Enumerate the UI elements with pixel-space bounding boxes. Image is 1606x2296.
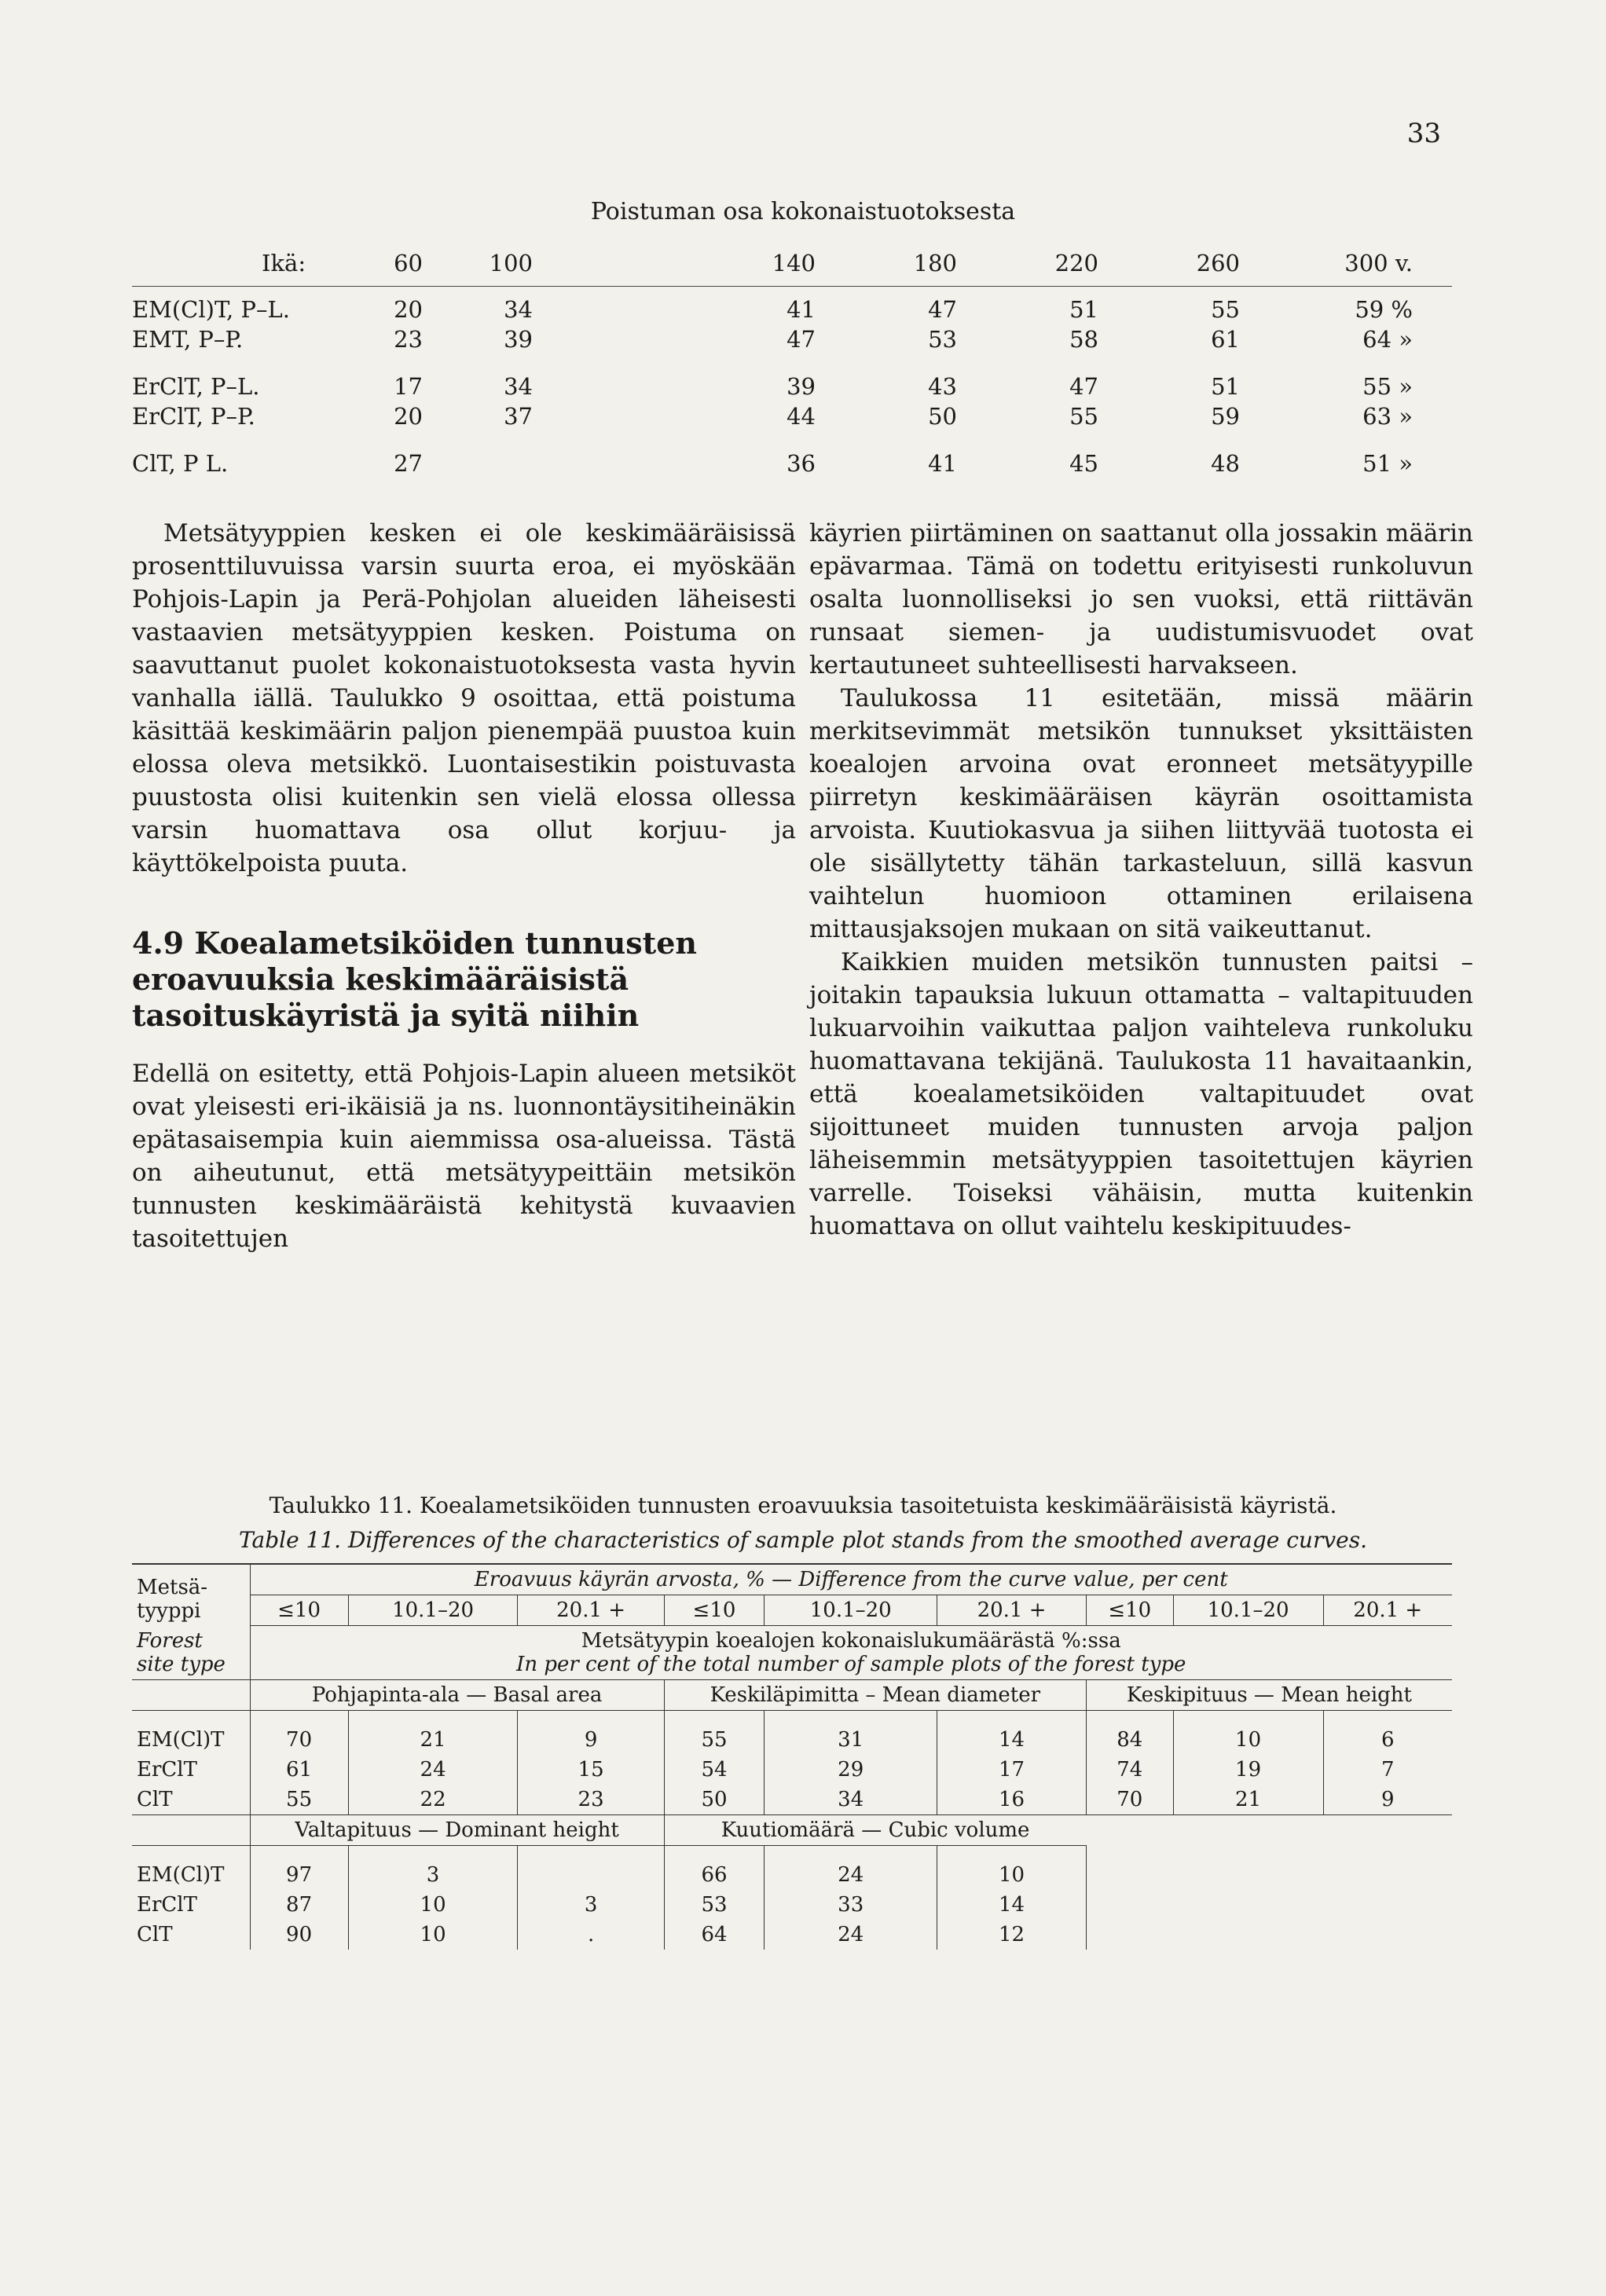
age-cell: 300 v. [1344, 250, 1413, 276]
table-row: ErClT, P–L. 17 34 39 43 47 51 55 » [132, 373, 1413, 400]
type-label-en: Forest site type [132, 1626, 250, 1680]
top-table-caption: Poistuman osa kokonaistuotoksesta [590, 198, 1016, 225]
table-row: EM(Cl)T 97 3 66 24 10 [132, 1860, 1452, 1890]
paragraph: Taulukossa 11 esitetään, missä määrin merkitsevimmät metsikön tunnukset yksittäisten koealojen arvoina ovat eronneet metsätyypille piirretyn keskimääräisen käyrän osoittamista arvoista. Kuutiokasvua ja siihen liittyvää tuotosta ei ole sisällytetty tähän tarkasteluun, sillä kasvun vaihtelun huomioon ottaminen erilaisena mittausjaksojen mukaan on sitä vaikeuttanut. [809, 684, 1473, 943]
table-row: ClT 90 10 . 64 24 12 [132, 1920, 1452, 1950]
age-label: Ikä: [262, 250, 306, 276]
left-column [132, 517, 796, 1255]
paragraph: Edellä on esitetty, että Pohjois-Lapin alueen metsiköt ovat yleisesti eri-ikäisiä ja ns. luonnontäysitiheinäkin epätasaisempia kuin aiemmissa osa-alueissa. Tästä on aiheutunut, että metsätyypeittäin metsikön tunnusten keskimääräistä kehitystä kuvaavien tasoitettujen [132, 1060, 796, 1253]
divider [132, 286, 1452, 287]
age-row [132, 250, 1452, 280]
type-label: Metsä- tyyppi [132, 1564, 250, 1626]
paragraph: käyrien piirtäminen on saattanut olla jossakin määrin epävarmaa. Tämä on todettu erityisesti runkoluvun osalta luonnolliseksi jo sen vuoksi, että riittävän runsaat siemen- ja uudistumisvuodet ovat kertautuneet suhteellisesti harvakseen. [809, 519, 1473, 679]
section-head: Valtapituus — Dominant height [250, 1815, 664, 1846]
table-row: ClT 55 22 23 50 34 16 70 21 9 [132, 1785, 1452, 1815]
paragraph: Kaikkien muiden metsikön tunnusten paitsi – joitakin tapauksia lukuun ottamatta – valtapituuden lukuarvoihin vaikuttaa paljon vaihteleva runkoluku huomattavana tekijänä. Taulukosta 11 havaitaankin, että koealametsiköiden valtapituudet ovat sijoittuneet muiden tunnusten arvoja paljon läheisemmin metsätyyppien tasoitettujen käyrien varrelle. Toiseksi vähäisin, mutta kuitenkin huomattava on ollut vaihtelu keskipituudes- [809, 948, 1473, 1240]
table11-caption-en: Table 11. Differences of the characteristics of sample plot stands from the smoothed average curves. [239, 1527, 1367, 1553]
age-cell: 140 [772, 250, 816, 276]
table-row: ErClT 87 10 3 53 33 14 [132, 1890, 1452, 1920]
page-number: 33 [1406, 118, 1441, 149]
age-cell: 260 [1196, 250, 1240, 276]
header-top: Eroavuus käyrän arvosta, % — Difference from the curve value, per cent [250, 1564, 1452, 1595]
section-head: Pohjapinta-ala — Basal area [250, 1680, 664, 1711]
top-table [132, 250, 1452, 480]
paragraph: Metsätyyppien kesken ei ole keskimääräisissä prosenttiluvuissa varsin suurta eroa, ei myöskään Pohjois-Lapin ja Perä-Pohjolan alueiden läheisesti vastaavien metsätyyppien kesken. Poistuma on saavuttanut puolet kokonaistuotoksesta vasta hyvin vanhalla iällä. Taulukko 9 osoittaa, että poistuma käsittää keskimäärin paljon pienempää puustoa kuin elossa oleva metsikkö. Luontaisestikin poistuvasta puustosta olisi kuitenkin sen vielä elossa ollessa varsin huomattava osa ollut korjuu- ja käyttökelpoista puuta. [132, 519, 796, 877]
section-head: Kuutiomäärä — Cubic volume [664, 1815, 1086, 1846]
table-row: EMT, P–P. 23 39 47 53 58 61 64 » [132, 326, 1413, 353]
section-heading: 4.9 Koealametsiköiden tunnusten eroavuuksia keskimääräisistä tasoituskäyristä ja syitä niihin [132, 925, 698, 1033]
percent-header: Metsätyypin koealojen kokonaislukumäärästä %:ssa In per cent of the total number of sample plots of the forest type [250, 1626, 1452, 1680]
table-row: EM(Cl)T 70 21 9 55 31 14 84 10 6 [132, 1725, 1452, 1755]
table-row: ClT, P L. 27 36 41 45 48 51 » [132, 450, 1413, 477]
table-row: ErClT, P–P. 20 37 44 50 55 59 63 » [132, 403, 1413, 430]
bins-row: ≤10 10.1–20 20.1 + ≤10 10.1–20 20.1 + ≤10 10.1–20 20.1 + [132, 1595, 1452, 1626]
section-head: Keskiläpimitta – Mean diameter [664, 1680, 1086, 1711]
age-cell: 100 [489, 250, 533, 276]
age-cell: 220 [1054, 250, 1098, 276]
table-row: ErClT 61 24 15 54 29 17 74 19 7 [132, 1755, 1452, 1785]
table11-caption: Taulukko 11. Koealametsiköiden tunnusten eroavuuksia tasoitetuista keskimääräisistä käyristä. [269, 1492, 1337, 1518]
section-head: Keskipituus — Mean height [1086, 1680, 1452, 1711]
table-row: EM(Cl)T, P–L. 20 34 41 47 51 55 59 % [132, 296, 1413, 323]
table11 [132, 1563, 1452, 1950]
age-cell: 60 [394, 250, 423, 276]
age-cell: 180 [913, 250, 957, 276]
right-column [809, 517, 1473, 1243]
